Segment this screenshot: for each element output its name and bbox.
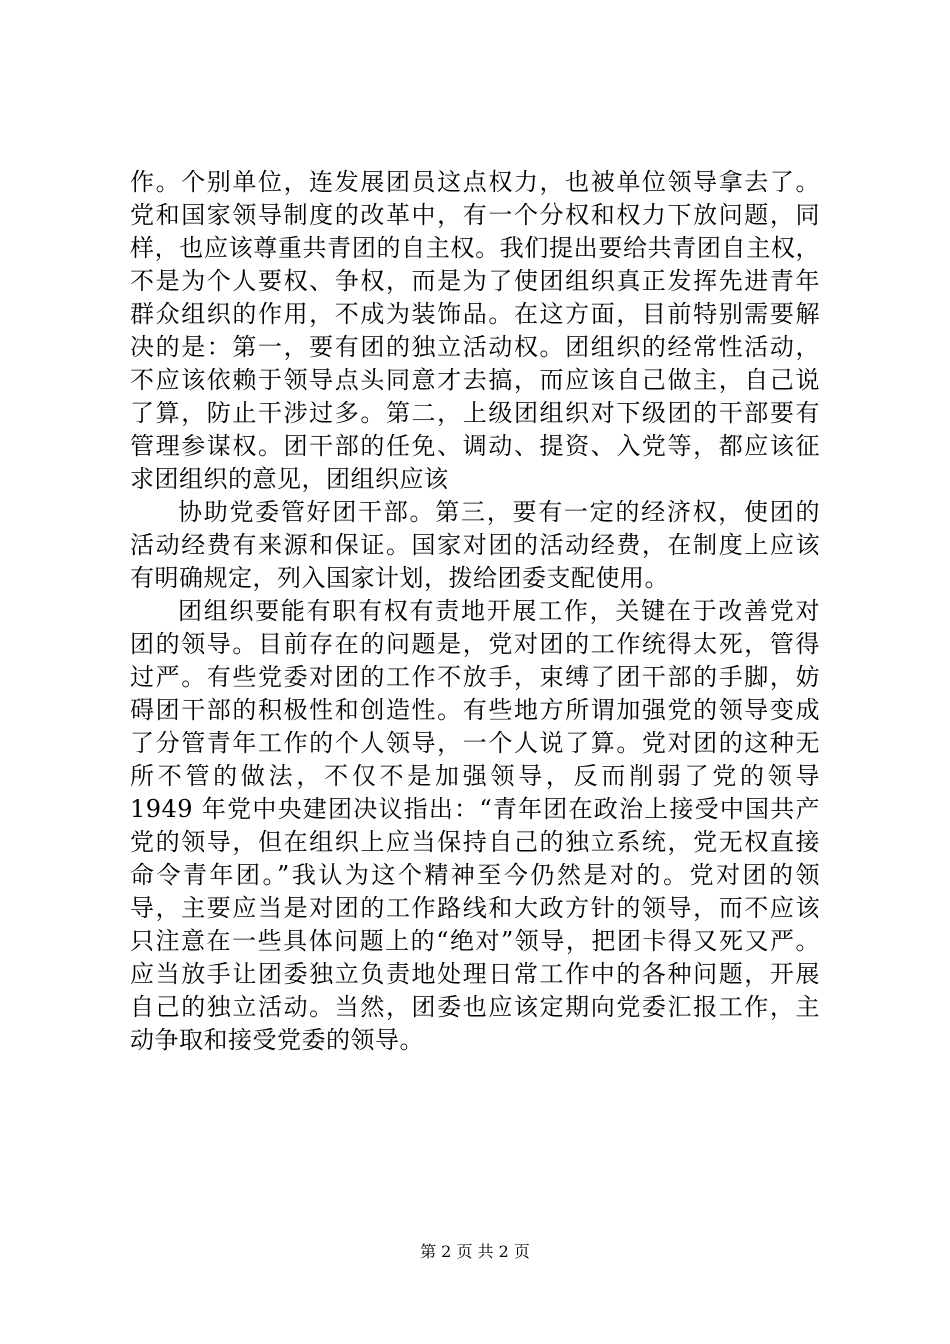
paragraph-1 (130, 166, 820, 496)
text-line: 应当放手让团委独立负责地处理日常工作中的各种问题，开展 (130, 960, 820, 988)
text-line: 命令青年团。”我认为这个精神至今仍然是对的。党对团的领 (130, 861, 820, 889)
text-line: 导，主要应当是对团的工作路线和大政方针的领导，而不应该 (130, 894, 820, 922)
text-line: 所不管的做法，不仅不是加强领导，反而削弱了党的领导 (130, 762, 820, 790)
paragraph-2 (130, 496, 820, 595)
text-line: 党和国家领导制度的改革中，有一个分权和权力下放问题，同 (130, 201, 820, 229)
text-line: 团的领导。目前存在的问题是，党对团的工作统得太死，管得 (130, 630, 820, 658)
text-line: 决的是：第一，要有团的独立活动权。团组织的经常性活动， (130, 333, 820, 361)
text-line: 碍团干部的积极性和创造性。有些地方所谓加强党的领导变成 (130, 696, 820, 724)
text-line: 团组织要能有职有权有责地开展工作，关键在于改善党对 (178, 597, 820, 625)
text-line: 只注意在一些具体问题上的“绝对”领导，把团卡得又死又严。 (130, 927, 820, 955)
text-line: 有明确规定，列入国家计划，拨给团委支配使用。 (130, 564, 669, 592)
text-line: 了分管青年工作的个人领导，一个人说了算。党对团的这种无 (130, 729, 820, 757)
text-line: 党的领导，但在组织上应当保持自己的独立系统，党无权直接 (130, 828, 820, 856)
text-line: 群众组织的作用，不成为装饰品。在这方面，目前特别需要解 (130, 300, 820, 328)
text-line: 了算，防止干涉过多。第二，上级团组织对下级团的干部要有 (130, 399, 820, 427)
text-line: 动争取和接受党委的领导。 (130, 1026, 424, 1054)
document-body (130, 166, 820, 1057)
text-line: 1949 年党中央建团决议指出：“青年团在政治上接受中国共产 (130, 795, 820, 823)
text-line: 作。个别单位，连发展团员这点权力，也被单位领导拿去了。 (130, 168, 820, 196)
text-line: 过严。有些党委对团的工作不放手，束缚了团干部的手脚，妨 (130, 663, 820, 691)
text-line: 样，也应该尊重共青团的自主权。我们提出要给共青团自主权， (130, 234, 820, 262)
text-line: 协助党委管好团干部。第三，要有一定的经济权，使团的 (178, 498, 820, 526)
paragraph-3 (130, 595, 820, 1057)
text-line: 不应该依赖于领导点头同意才去搞，而应该自己做主，自己说 (130, 366, 820, 394)
text-line: 自己的独立活动。当然，团委也应该定期向党委汇报工作，主 (130, 993, 820, 1021)
page-footer: 第 2 页 共 2 页 (420, 1242, 530, 1261)
text-line: 活动经费有来源和保证。国家对团的活动经费，在制度上应该 (130, 531, 820, 559)
text-line: 求团组织的意见，团组织应该 (130, 465, 449, 493)
text-line: 管理参谋权。团干部的任免、调动、提资、入党等，都应该征 (130, 432, 820, 460)
text-line: 不是为个人要权、争权，而是为了使团组织真正发挥先进青年 (130, 267, 820, 295)
